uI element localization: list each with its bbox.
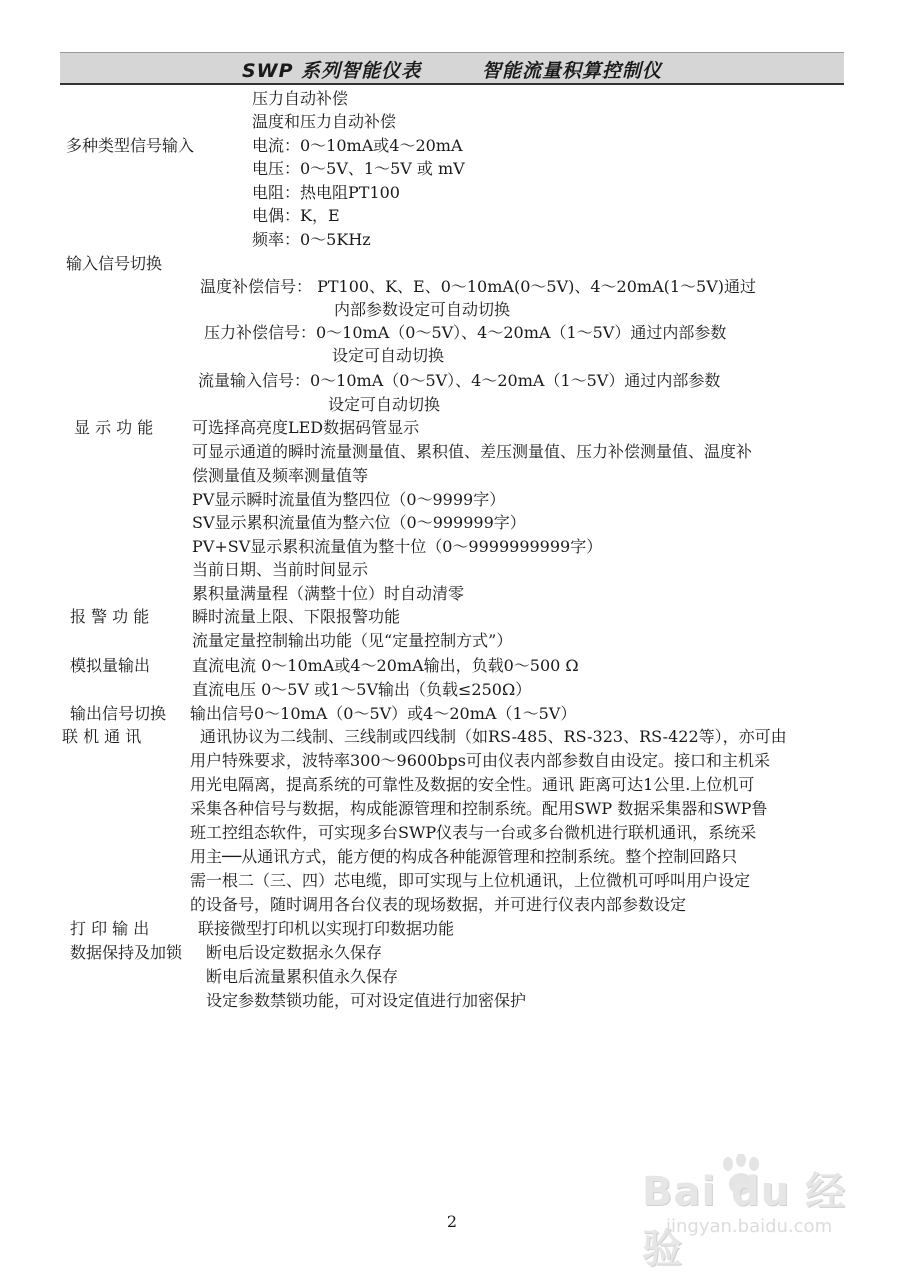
section-label-output-switch: 输出信号切换 xyxy=(70,704,167,723)
switching-line: 流量输入信号：0～10mA（0～5V）、4～20mA（1～5V）通过内部参数 xyxy=(198,371,721,390)
hold-line: 断电后流量累积值永久保存 xyxy=(206,967,399,986)
header-title xyxy=(60,56,844,83)
switching-line: 设定可自动切换 xyxy=(332,346,445,365)
display-line: PV显示瞬时流量值为整四位（0～9999字） xyxy=(192,490,506,509)
comm-line: 需一根二（三、四）芯电缆，即可实现与上位机通讯，上位微机可呼叫用户设定 xyxy=(190,871,751,890)
signal-item: 电偶：K，E xyxy=(252,206,340,225)
analog-line: 直流电流 0～10mA或4～20mA输出，负载0～500 Ω xyxy=(192,656,579,675)
section-label-signal-input: 多种类型信号输入 xyxy=(66,136,195,155)
switching-line: 设定可自动切换 xyxy=(328,395,441,414)
section-label-comm: 联 机 通 讯 xyxy=(62,727,142,746)
comm-line: 用户特殊要求，波特率300～9600bps可由仪表内部参数自由设定。接口和主机采 xyxy=(190,751,770,770)
hold-line: 断电后设定数据永久保存 xyxy=(206,943,383,962)
alarm-line: 流量定量控制输出功能（见“定量控制方式”） xyxy=(192,631,513,650)
header-series: SWP xyxy=(241,60,294,82)
header-rule xyxy=(60,83,844,85)
display-line: 可选择高亮度LED数据码管显示 xyxy=(192,418,420,437)
comm-line: 的设备号，随时调用各台仪表的现场数据，并可进行仪表内部参数设定 xyxy=(190,895,687,914)
page-number: 2 xyxy=(446,1212,458,1231)
watermark-logo: Bai du 经验 xyxy=(642,1169,847,1272)
header-band xyxy=(60,52,844,83)
baidu-jingyan-watermark xyxy=(642,1160,872,1272)
comm-line: 通讯协议为二线制、三线制或四线制（如RS-485、RS-323、RS-422等），亦可由 xyxy=(200,727,787,746)
comm-line: 采集各种信号与数据，构成能源管理和控制系统。配用SWP 数据采集器和SWP鲁 xyxy=(190,799,768,818)
section-label-print: 打 印 输 出 xyxy=(70,919,150,938)
display-line: 可显示通道的瞬时流量测量值、累积值、差压测量值、压力补偿测量值、温度补 xyxy=(192,442,753,461)
switching-line: 内部参数设定可自动切换 xyxy=(334,300,511,319)
signal-item: 温度和压力自动补偿 xyxy=(252,112,397,131)
signal-item: 电压：0～5V、1～5V 或 mV xyxy=(252,159,465,178)
signal-item: 电流：0～10mA或4～20mA xyxy=(252,136,463,155)
signal-item: 频率：0～5KHz xyxy=(252,230,371,249)
display-line: PV+SV显示累积流量值为整十位（0～9999999999字） xyxy=(192,537,603,556)
analog-line: 直流电压 0～5V 或1～5V输出（负载≤250Ω） xyxy=(192,680,532,699)
comm-line: 班工控组态软件，可实现多台SWP仪表与一台或多台微机进行联机通讯，系统采 xyxy=(190,823,757,842)
section-label-display: 显 示 功 能 xyxy=(74,418,154,437)
hold-line: 设定参数禁锁功能，可对设定值进行加密保护 xyxy=(206,991,527,1010)
display-line: 累积量满量程（满整十位）时自动清零 xyxy=(192,584,465,603)
print-line: 联接微型打印机以实现打印数据功能 xyxy=(198,919,455,938)
comm-line: 用光电隔离，提高系统的可靠性及数据的安全性。通讯 距离可达1公里.上位机可 xyxy=(190,775,755,794)
signal-item: 电阻：热电阻PT100 xyxy=(252,183,400,202)
display-line: 当前日期、当前时间显示 xyxy=(192,560,369,579)
switching-line: 压力补偿信号：0～10mA（0～5V）、4～20mA（1～5V）通过内部参数 xyxy=(204,323,727,342)
watermark-url: jingyan.baidu.com xyxy=(666,1216,833,1237)
alarm-line: 瞬时流量上限、下限报警功能 xyxy=(192,607,401,626)
section-label-analog: 模拟量输出 xyxy=(70,656,151,675)
header-title-rest: 系列智能仪表 智能流量积算控制仪 xyxy=(293,60,663,82)
section-label-switching: 输入信号切换 xyxy=(66,254,163,273)
display-line: SV显示累积流量值为整六位（0～999999字） xyxy=(192,513,526,532)
signal-item: 压力自动补偿 xyxy=(252,89,349,108)
section-label-hold: 数据保持及加锁 xyxy=(70,943,183,962)
output-switch-line: 输出信号0～10mA（0～5V）或4～20mA（1～5V） xyxy=(190,704,577,723)
switching-line: 温度补偿信号： PT100、K、E、0～10mA(0～5V)、4～20mA(1～5V)通过 xyxy=(200,277,757,296)
comm-line: 用主──从通讯方式，能方便的构成各种能源管理和控制系统。整个控制回路只 xyxy=(190,847,738,866)
section-label-alarm: 报 警 功 能 xyxy=(70,607,150,626)
display-line: 偿测量值及频率测量值等 xyxy=(192,466,369,485)
